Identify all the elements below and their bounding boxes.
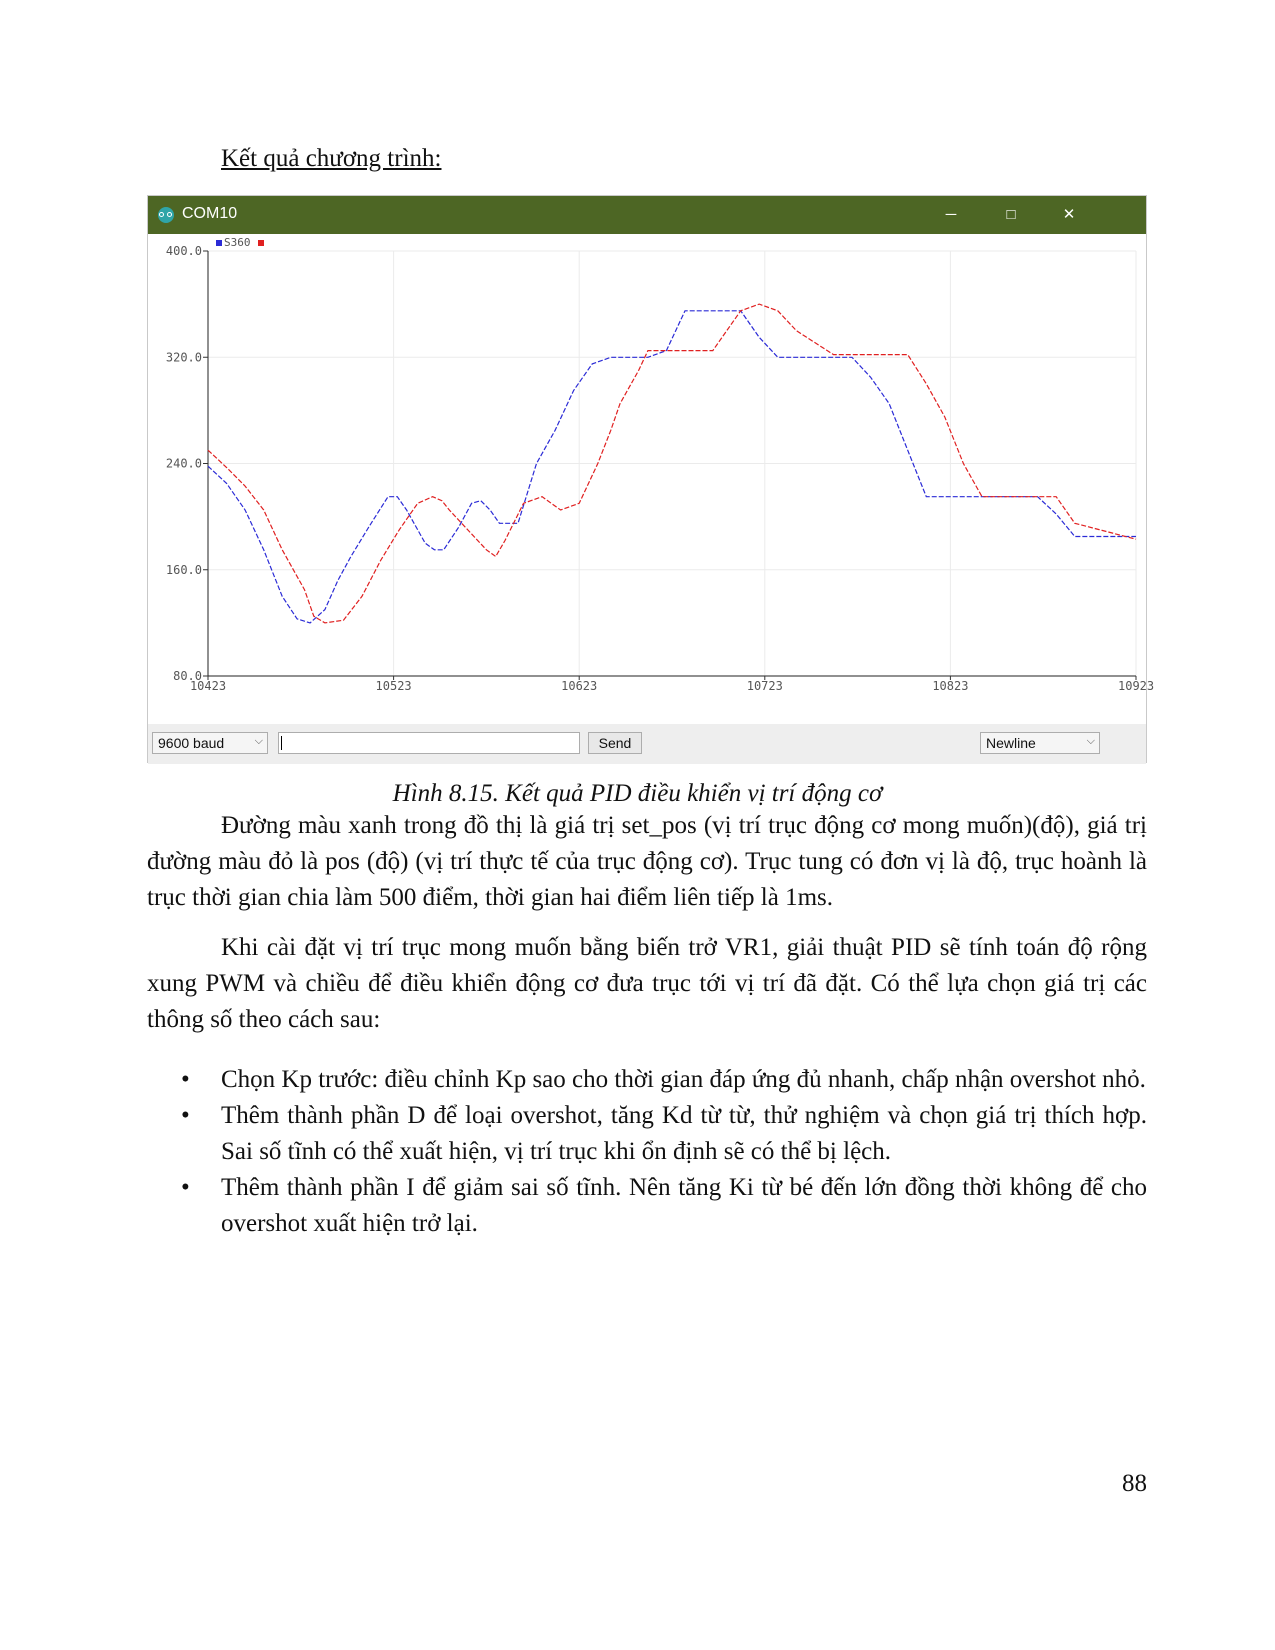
list-item-text: Chọn Kp trước: điều chỉnh Kp sao cho thời gian đáp ứng đủ nhanh, chấp nhận overshot nhỏ.: [221, 1066, 1146, 1093]
bullet-list: [147, 1062, 1147, 1242]
list-item: [147, 1062, 1147, 1098]
y-tick-label: 160.0: [165, 562, 202, 577]
y-tick-label: 400.0: [165, 244, 202, 258]
plot-area: [148, 234, 1155, 724]
paragraph-2: Khi cài đặt vị trí trục mong muốn bằng biến trở VR1, giải thuật PID sẽ tính toán độ rộng xung PWM và chiều để điều khiển động cơ đưa trục tới vị trí đã đặt. Có thể lựa chọn giá trị các thông số theo cách sau:: [147, 934, 1147, 1033]
list-item-text: Thêm thành phần D để loại overshot, tăng Kd từ từ, thử nghiệm và chọn giá trị thích hợp. Sai số tĩnh có thể xuất hiện, vị trí trục khi ổn định sẽ có thể bị lệch.: [221, 1102, 1147, 1165]
list-item-text: Thêm thành phần I để giảm sai số tĩnh. Nên tăng Ki từ bé đến lớn đồng thời không để cho overshot xuất hiện trở lại.: [221, 1174, 1147, 1237]
baud-value: 9600 baud: [158, 735, 225, 751]
chevron-down-icon: ⌵: [254, 735, 263, 747]
figure-caption: Hình 8.15. Kết quả PID điều khiển vị trí động cơ: [392, 780, 883, 807]
bullet-icon: •: [181, 1066, 190, 1093]
x-tick-label: 10723: [746, 679, 783, 693]
x-tick-label: 10523: [375, 679, 412, 693]
line-ending-value: Newline: [986, 735, 1036, 751]
x-tick-label: 10423: [189, 679, 227, 693]
baud-select[interactable]: [152, 732, 268, 754]
list-item: [147, 1170, 1147, 1242]
legend-swatch-red: [258, 240, 264, 246]
y-tick-label: 80.0: [173, 669, 202, 683]
x-tick-label: 10623: [561, 679, 598, 693]
section-heading: Kết quả chương trình:: [221, 145, 442, 172]
y-tick-label: 240.0: [165, 456, 202, 471]
y-tick-label: 320.0: [165, 350, 202, 365]
list-item: [147, 1098, 1147, 1170]
bullet-icon: •: [181, 1174, 190, 1201]
text-caret: [281, 736, 282, 750]
chevron-down-icon: ⌵: [1086, 735, 1095, 747]
bullet-icon: •: [181, 1102, 190, 1129]
x-tick-label: 10823: [932, 679, 969, 693]
minimize-button[interactable]: ─: [945, 206, 957, 223]
arduino-logo-icon: [158, 207, 174, 223]
title-bar: [148, 196, 1146, 234]
window-title: COM10: [182, 205, 238, 222]
page-number: 88: [1122, 1470, 1147, 1497]
legend-swatch-blue: [216, 240, 222, 246]
serial-plotter-window: [147, 195, 1155, 763]
bottom-bar: [148, 724, 1146, 764]
legend-label: S360: [224, 236, 251, 249]
serial-input[interactable]: [278, 732, 580, 754]
close-button[interactable]: ✕: [1062, 206, 1076, 223]
maximize-button[interactable]: □: [1006, 206, 1016, 223]
line-ending-select[interactable]: [980, 732, 1100, 754]
x-tick-label: 10923: [1118, 679, 1155, 693]
send-button[interactable]: Send: [588, 732, 642, 754]
paragraph-1: Đường màu xanh trong đồ thị là giá trị set_pos (vị trí trục động cơ mong muốn)(độ), giá trị đường màu đỏ là pos (độ) (vị trí thực tế của trục động cơ). Trục tung có đơn vị là độ, trục hoành là trục thời gian chia làm 500 điểm, thời gian hai điểm liên tiếp là 1ms.: [147, 812, 1147, 911]
